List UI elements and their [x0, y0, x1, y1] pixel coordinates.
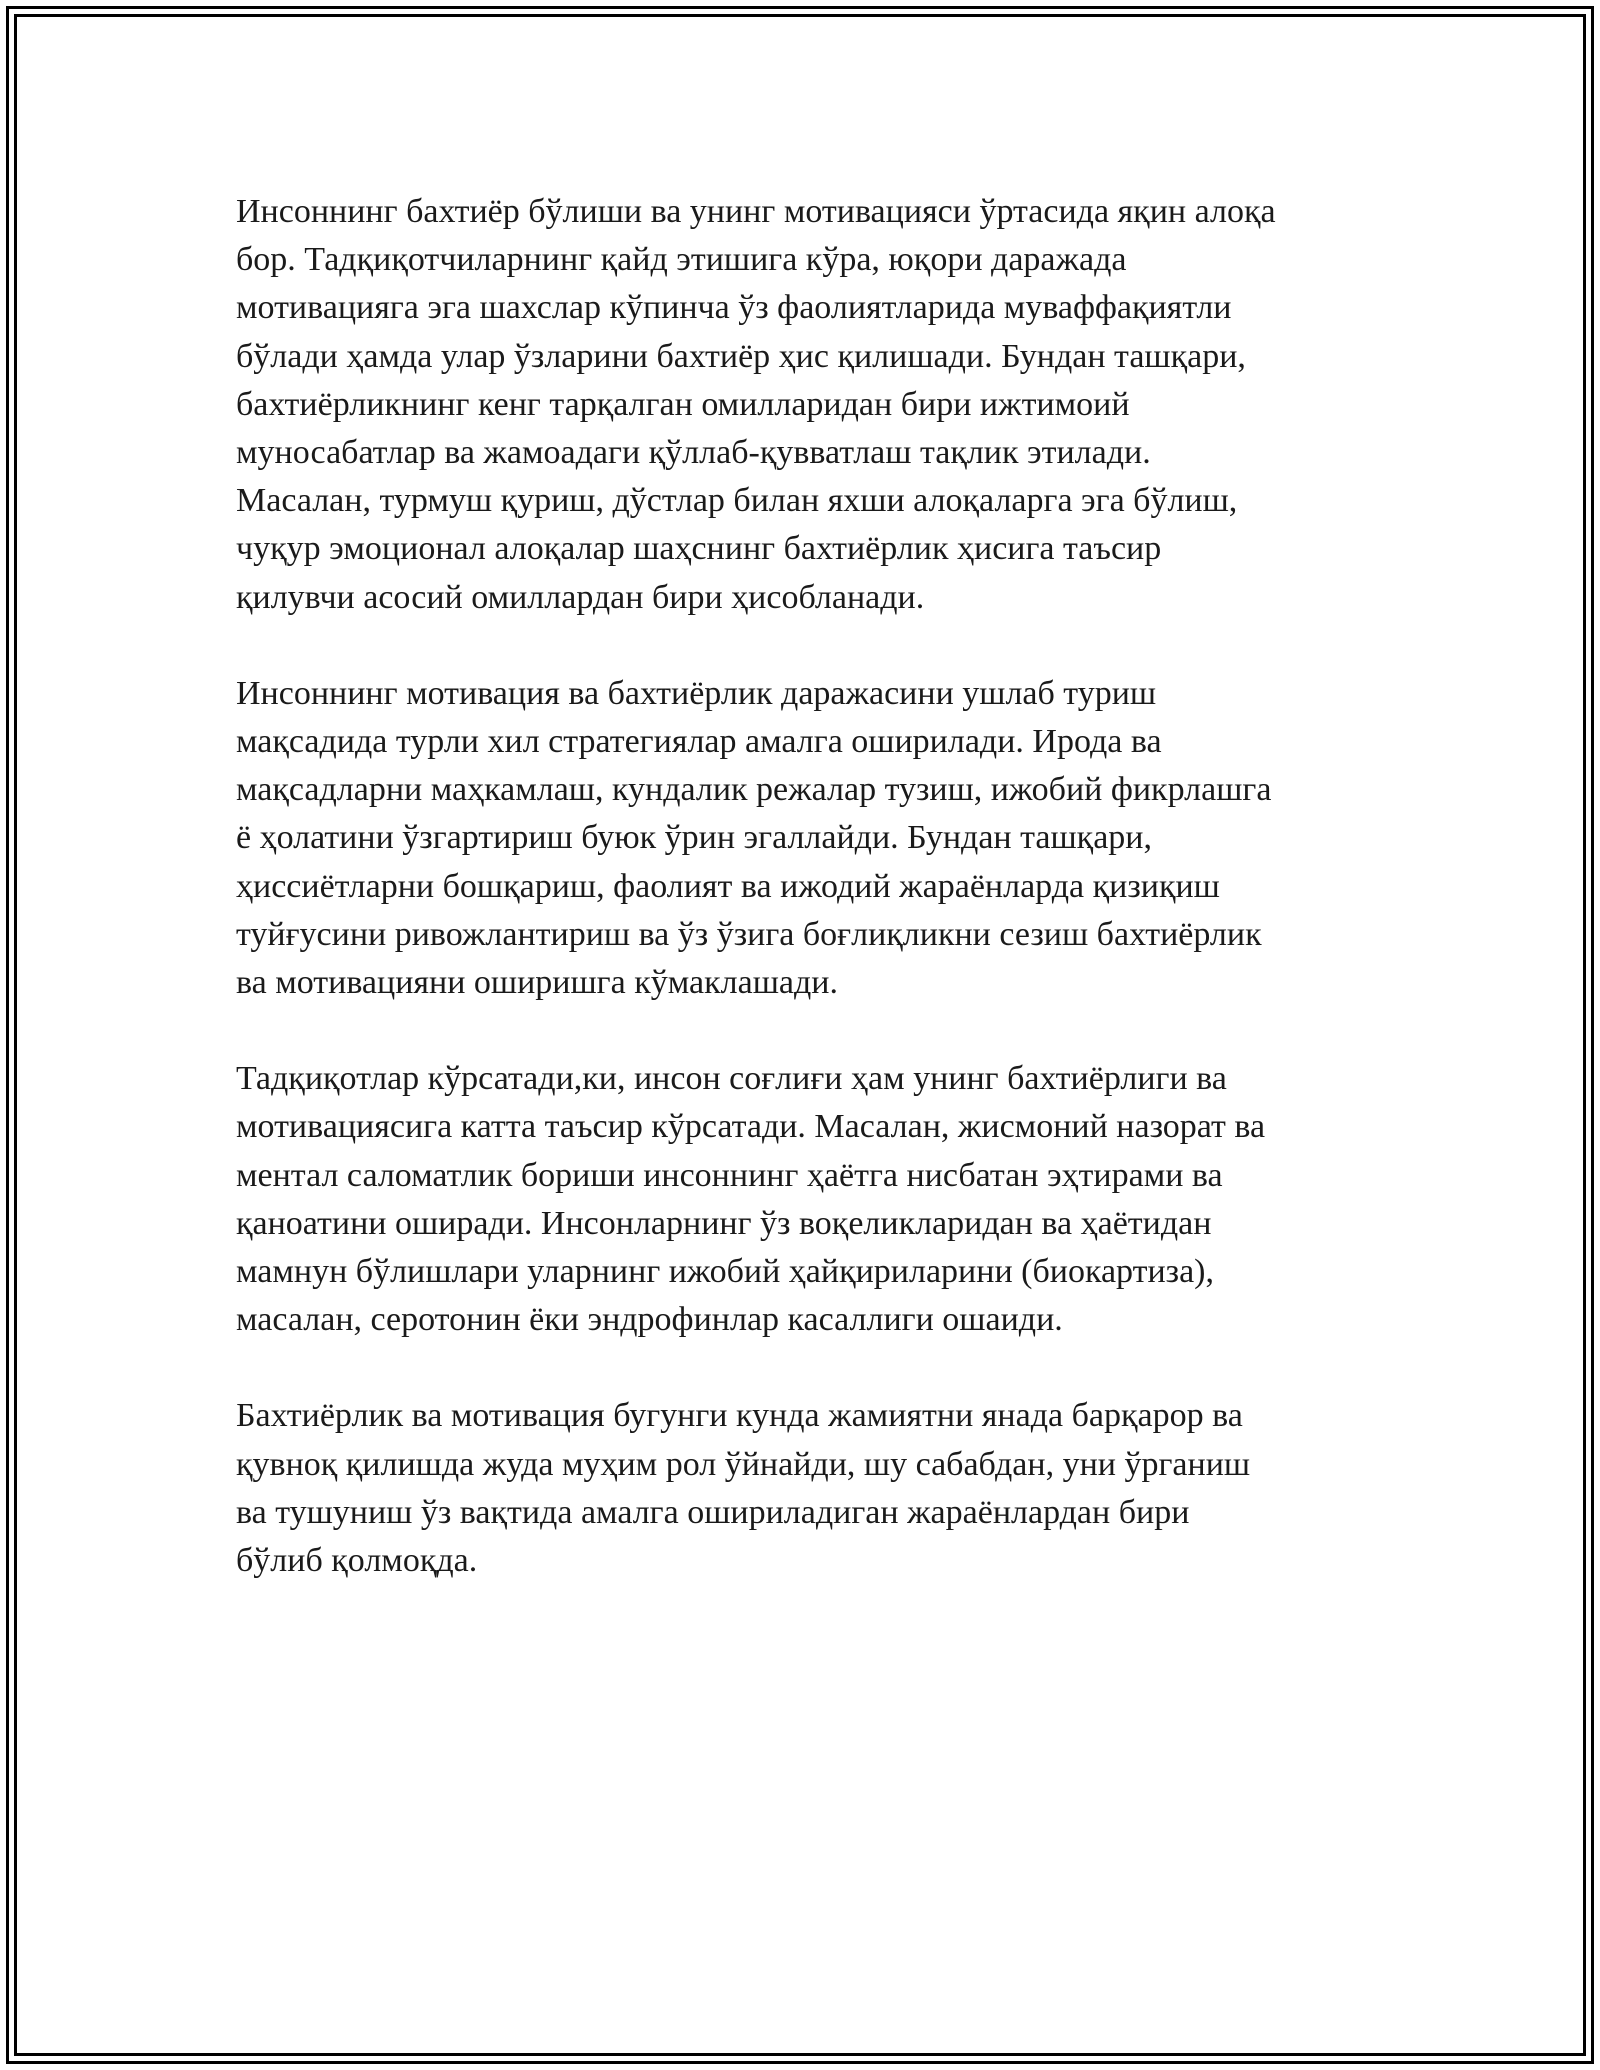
text-line: бор. Тадқиқотчиларнинг қайд этишига кўра, юқори даражада: [236, 241, 1127, 279]
paragraph-2: [236, 670, 1366, 1007]
text-line: муносабатлар ва жамоадаги қўллаб-қувватлаш тақлик этилади.: [236, 434, 1151, 472]
text-line: бўлиб қолмоқда.: [236, 1542, 478, 1580]
text-line: Инсоннинг мотивация ва бахтиёрлик даражасини ушлаб туриш: [236, 674, 1157, 712]
text-line: қаноатини оширади. Инсонларнинг ўз воқеликларидан ва ҳаётидан: [236, 1204, 1212, 1242]
text-line: мамнун бўлишлари уларнинг ижобий ҳайқириларини (биокартиза),: [236, 1253, 1214, 1291]
text-line: Инсоннинг бахтиёр бўлиши ва унинг мотивацияси ўртасида яқин алоқа: [236, 193, 1276, 230]
text-line: ҳиссиётларни бошқариш, фаолият ва ижодий жараёнларда қизиқиш: [236, 867, 1220, 905]
text-line: чуқур эмоционал алоқалар шаҳснинг бахтиёрлик ҳисига таъсир: [236, 530, 1162, 568]
document-body: [236, 188, 1366, 1633]
text-line: мотивацияга эга шахслар кўпинча ўз фаолиятларида муваффақиятли: [236, 289, 1232, 327]
text-line: бўлади ҳамда улар ўзларини бахтиёр ҳис қилишади. Бундан ташқари,: [236, 337, 1246, 375]
paragraph-3: [236, 1055, 1366, 1344]
paragraph-4: [236, 1392, 1366, 1585]
text-line: Масалан, турмуш қуриш, дўстлар билан яхши алоқаларга эга бўлиш,: [236, 482, 1238, 520]
text-line: мақсадида турли хил стратегиялар амалга оширилади. Ирода ва: [236, 723, 1162, 761]
text-line: Тадқиқотлар кўрсатади,ки, инсон соғлиғи ҳам унинг бахтиёрлиги ва: [236, 1060, 1227, 1098]
text-line: мотивациясига катта таъсир кўрсатади. Масалан, жисмоний назорат ва: [236, 1108, 1266, 1146]
text-line: қувноқ қилишда жуда муҳим рол ўйнайди, шу сабабдан, уни ўрганиш: [236, 1445, 1251, 1483]
text-line: бахтиёрликнинг кенг тарқалган омилларидан бири ижтимоий: [236, 385, 1130, 423]
text-line: мақсадларни маҳкамлаш, кундалик режалар тузиш, ижобий фикрлашга: [236, 771, 1272, 809]
text-line: масалан, серотонин ёки эндрофинлар касаллиги ошаиди.: [236, 1301, 1063, 1339]
text-line: ментал саломатлик бориши инсоннинг ҳаётга нисбатан эҳтирами ва: [236, 1156, 1223, 1194]
text-line: қилувчи асосий омиллардан бири ҳисобланади.: [236, 578, 925, 616]
text-line: ва мотивацияни оширишга кўмаклашади.: [236, 964, 838, 1002]
paragraph-1: [236, 188, 1366, 622]
text-line: ва тушуниш ўз вақтида амалга ошириладиган жараёнлардан бири: [236, 1493, 1190, 1531]
text-line: туйғусини ривожлантириш ва ўз ўзига боғлиқликни сезиш бахтиёрлик: [236, 915, 1262, 953]
text-line: Бахтиёрлик ва мотивация бугунги кунда жамиятни янада барқарор ва: [236, 1397, 1243, 1435]
text-line: ё ҳолатини ўзгартириш буюк ўрин эгаллайди. Бундан ташқари,: [236, 819, 1152, 857]
